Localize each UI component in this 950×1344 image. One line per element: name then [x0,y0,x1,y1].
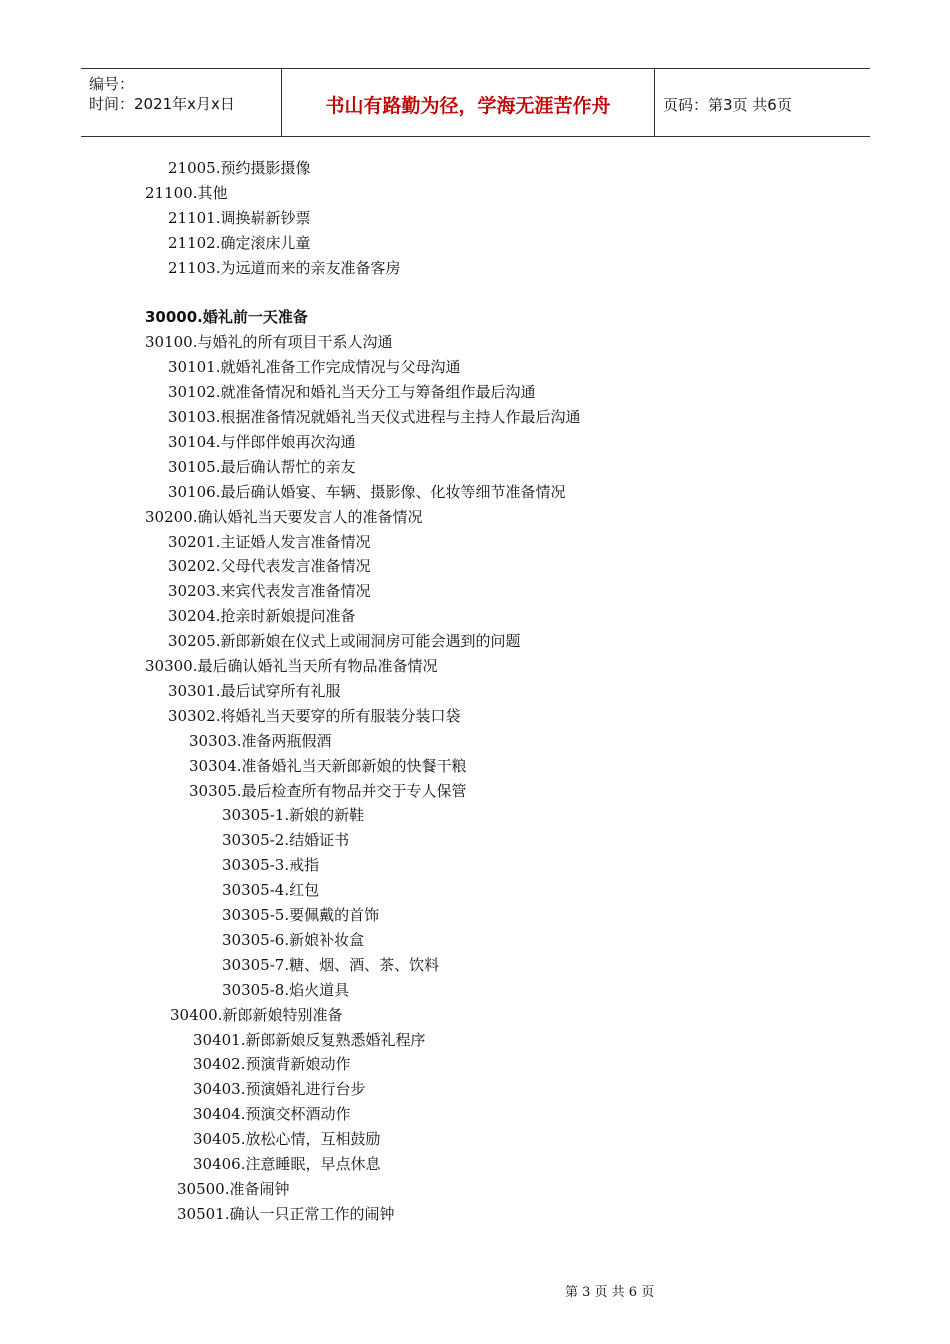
outline-item: 30305-3.戒指 [222,856,320,875]
outline-item: 30403.预演婚礼进行台步 [193,1080,366,1099]
outline-item: 30205.新郎新娘在仪式上或闹洞房可能会遇到的问题 [168,632,521,651]
outline-item: 30305.最后检查所有物品并交于专人保管 [189,781,467,800]
outline-item: 30305-1.新娘的新鞋 [222,806,365,825]
outline-item: 30402.预演背新娘动作 [193,1055,351,1074]
outline-item: 30305-2.结婚证书 [222,831,350,850]
outline-item: 21101.调换崭新钞票 [168,208,311,227]
page-header [81,68,870,137]
number-label: 编号： [89,75,135,93]
outline-item: 30105.最后确认帮忙的亲友 [168,457,356,476]
outline-item: 30305-6.新娘补妆盒 [222,930,365,949]
outline-item: 30000.婚礼前一天准备 [145,308,308,327]
outline-item: 30204.抢亲时新娘提问准备 [168,607,356,626]
outline-item: 30305-4.红包 [222,881,320,900]
header-meta-cell [81,69,282,136]
outline-item: 30305-5.要佩戴的首饰 [222,906,380,924]
outline-item: 30300.最后确认婚礼当天所有物品准备情况 [145,657,438,675]
outline-item: 30401.新郎新娘反复熟悉婚礼程序 [193,1030,426,1049]
header-motto-cell [282,69,655,136]
outline-item: 21102.确定滚床儿童 [168,233,311,252]
motto-text: 书山有路勤为径，学海无涯苦作舟 [325,95,611,117]
outline-item: 30102.就准备情况和婚礼当天分工与筹备组作最后沟通 [168,383,536,402]
outline-item: 30400.新郎新娘特别准备 [170,1005,343,1024]
outline-item: 30302.将婚礼当天要穿的所有服装分装口袋 [168,706,461,725]
outline-item: 30101.就婚礼准备工作完成情况与父母沟通 [168,358,461,377]
outline-item: 30103.根据准备情况就婚礼当天仪式进程与主持人作最后沟通 [168,408,581,426]
outline-item: 30500.准备闹钟 [177,1179,290,1198]
footer-page-number: 第 3 页 共 6 页 [565,1285,655,1300]
outline-item: 30404.预演交杯酒动作 [193,1105,351,1124]
time-label: 时间：2021年x月x日 [89,95,235,113]
outline-item: 21103.为远道而来的亲友准备客房 [168,258,401,277]
outline-item: 30501.确认一只正常工作的闹钟 [177,1204,395,1223]
outline-item: 30405.放松心情，互相鼓励 [193,1130,381,1149]
outline-item: 30303.准备两瓶假酒 [189,731,332,750]
page-info: 页码：第3页 共6页 [663,96,792,114]
outline-item: 30104.与伴郎伴娘再次沟通 [168,432,356,451]
outline-item: 30305-7.糖、烟、酒、茶、饮料 [222,955,440,974]
outline-item: 30301.最后试穿所有礼服 [168,681,341,700]
outline-item: 30100.与婚礼的所有项目干系人沟通 [145,333,393,352]
outline-item: 30202.父母代表发言准备情况 [168,557,371,576]
outline-item: 30200.确认婚礼当天要发言人的准备情况 [145,507,423,526]
outline-item: 30201.主证婚人发言准备情况 [168,532,371,551]
outline-item: 30203.来宾代表发言准备情况 [168,582,371,601]
header-page-cell [655,69,870,136]
outline-item: 21005.预约摄影摄像 [168,159,311,177]
outline-item: 30305-8.焰火道具 [222,980,350,999]
outline-item: 30304.准备婚礼当天新郎新娘的快餐干粮 [189,756,467,775]
outline-item: 30406.注意睡眠，早点休息 [193,1155,381,1173]
outline-item: 21100.其他 [145,183,228,202]
outline-item: 30106.最后确认婚宴、车辆、摄影像、化妆等细节准备情况 [168,482,566,501]
